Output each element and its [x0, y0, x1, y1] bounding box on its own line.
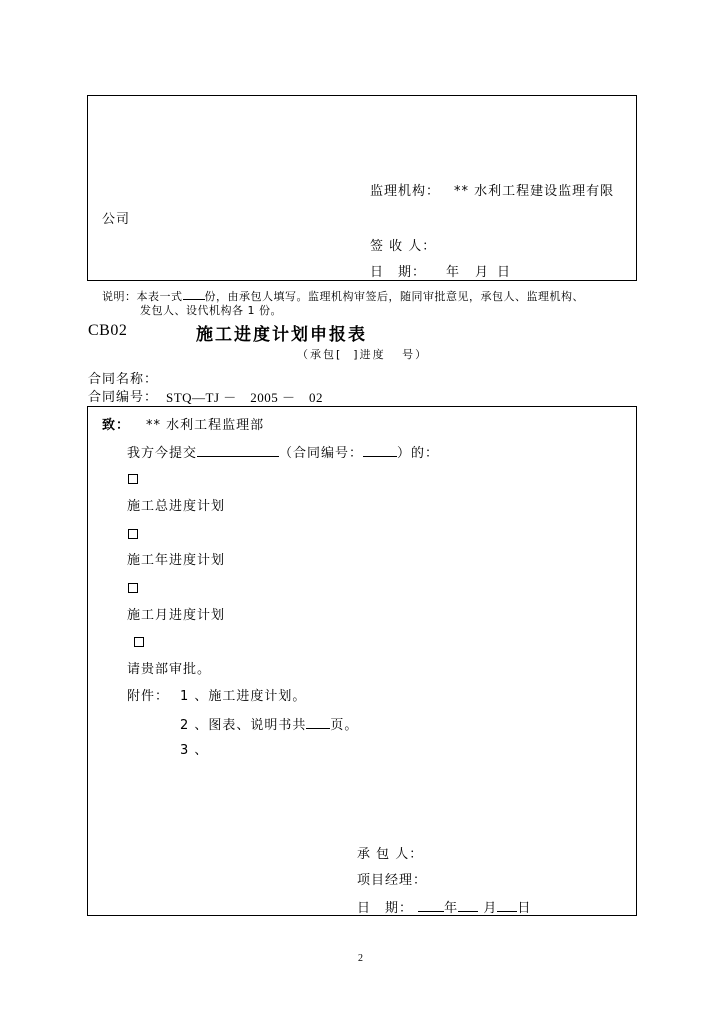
checkbox-overall[interactable]: [128, 474, 138, 484]
project-manager-label: 项目经理：: [357, 873, 428, 888]
submit-mid: （合同编号：: [279, 446, 364, 461]
attachment-1: 1 、施工进度计划。: [180, 689, 307, 704]
top-date-day: 日: [497, 265, 512, 280]
attachment-2-prefix: 2 、图表、说明书共: [180, 718, 307, 733]
form-code: CB02: [88, 322, 128, 339]
request-text: 请贵部审批。: [127, 662, 212, 677]
application-box: [87, 406, 637, 916]
note-line-2: 发包人、设代机构各 1 份。: [140, 304, 282, 317]
contract-name-label: 合同名称：: [88, 372, 159, 387]
page-number: 2: [358, 953, 363, 964]
contract-no-blank: [363, 444, 397, 457]
main-date-year: 年: [444, 901, 459, 916]
plan-annual-label: 施工年进度计划: [127, 553, 226, 568]
supervisor-org-label: 监理机构：: [370, 184, 441, 199]
main-date-month: 月: [483, 901, 498, 916]
attachment-2-suffix: 页。: [330, 718, 359, 733]
main-date-label: 日 期：: [357, 901, 414, 916]
receiver-label: 签 收 人：: [370, 239, 437, 254]
form-title: 施工进度计划申报表: [196, 325, 367, 345]
checkbox-monthly[interactable]: [128, 583, 138, 593]
checkbox-annual[interactable]: [128, 529, 138, 539]
contract-no-value: STQ—TJ － 2005 － 02: [166, 390, 324, 405]
submit-prefix: 我方今提交: [127, 446, 198, 461]
note-prefix: 说明：本表一式: [102, 290, 183, 303]
document-blank: [197, 444, 279, 457]
note-line-1: [102, 287, 584, 304]
submit-suffix: ）的：: [397, 446, 440, 461]
to-label: 致：: [102, 418, 131, 433]
attachment-3: 3 、: [180, 743, 209, 758]
plan-monthly-label: 施工月进度计划: [127, 608, 226, 623]
month-blank: [458, 899, 478, 912]
main-date-line: [357, 899, 531, 917]
supervisor-org-value: ** 水利工程建设监理有限: [454, 184, 615, 199]
top-date-month: 月: [475, 265, 490, 280]
supervisor-org-continuation: 公司: [102, 212, 131, 227]
submit-line: [127, 444, 439, 462]
main-date-day: 日: [517, 901, 532, 916]
subtitle-open: （承包[: [297, 348, 343, 361]
form-subtitle: [297, 348, 428, 362]
contract-no-label: 合同编号：: [88, 390, 159, 405]
to-value: ** 水利工程监理部: [146, 418, 265, 433]
copies-blank: [183, 287, 205, 300]
top-date-year: 年: [446, 265, 461, 280]
day-blank: [497, 899, 517, 912]
checkbox-extra[interactable]: [134, 637, 144, 647]
plan-overall-label: 施工总进度计划: [127, 499, 226, 514]
subtitle-mid: ]进度: [353, 348, 386, 361]
contractor-label: 承 包 人：: [357, 847, 424, 862]
top-date-label: 日 期：: [370, 265, 427, 280]
attachments-label: 附件：: [127, 689, 170, 704]
year-blank: [418, 899, 444, 912]
attachment-2: [180, 716, 358, 734]
note-suffix: 份，由承包人填写。监理机构审签后，随同审批意见，承包人、监理机构、: [204, 290, 584, 303]
pages-blank: [306, 716, 330, 729]
subtitle-end: 号）: [402, 348, 429, 361]
